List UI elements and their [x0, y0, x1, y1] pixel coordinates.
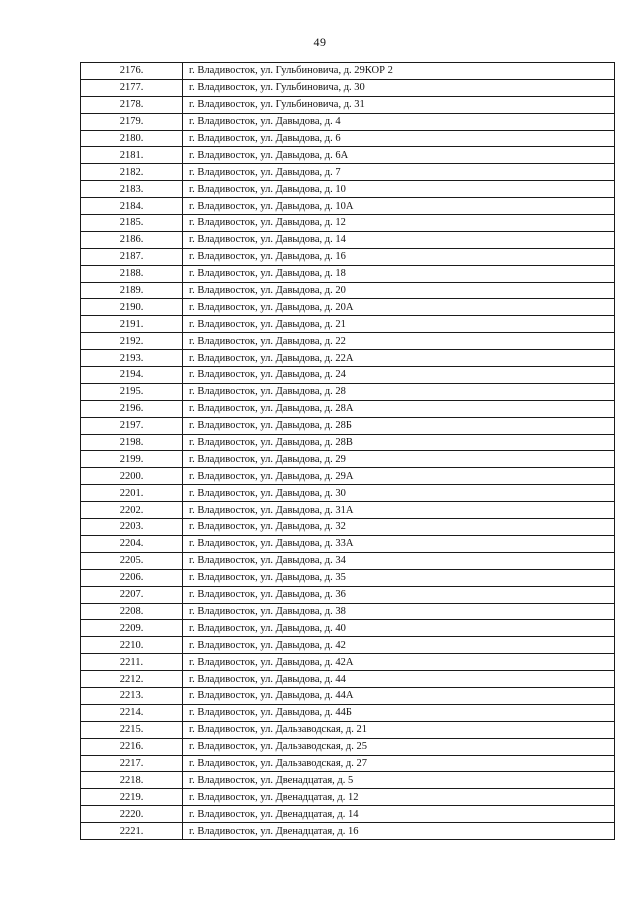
table-row	[81, 738, 615, 755]
row-number-cell: 2211.	[81, 654, 183, 671]
table-row	[81, 417, 615, 434]
row-number-cell: 2180.	[81, 130, 183, 147]
row-number-cell: 2215.	[81, 721, 183, 738]
address-cell: г. Владивосток, ул. Двенадцатая, д. 16	[183, 823, 615, 840]
row-number-cell: 2192.	[81, 333, 183, 350]
address-cell: г. Владивосток, ул. Давыдова, д. 16	[183, 248, 615, 265]
row-number-cell: 2209.	[81, 620, 183, 637]
row-number-cell: 2200.	[81, 468, 183, 485]
table-row	[81, 164, 615, 181]
row-number-cell: 2196.	[81, 400, 183, 417]
row-number-cell: 2219.	[81, 789, 183, 806]
row-number-cell: 2214.	[81, 704, 183, 721]
address-cell: г. Владивосток, ул. Давыдова, д. 30	[183, 485, 615, 502]
row-number-cell: 2188.	[81, 265, 183, 282]
table-row	[81, 282, 615, 299]
address-cell: г. Владивосток, ул. Давыдова, д. 44Б	[183, 704, 615, 721]
row-number-cell: 2189.	[81, 282, 183, 299]
address-cell: г. Владивосток, ул. Давыдова, д. 4	[183, 113, 615, 130]
address-cell: г. Владивосток, ул. Давыдова, д. 44	[183, 671, 615, 688]
row-number-cell: 2181.	[81, 147, 183, 164]
address-cell: г. Владивосток, ул. Давыдова, д. 14	[183, 231, 615, 248]
table-row	[81, 654, 615, 671]
table-row	[81, 130, 615, 147]
table-row	[81, 502, 615, 519]
row-number-cell: 2186.	[81, 231, 183, 248]
address-cell: г. Владивосток, ул. Давыдова, д. 12	[183, 215, 615, 232]
address-cell: г. Владивосток, ул. Двенадцатая, д. 14	[183, 806, 615, 823]
table-row	[81, 181, 615, 198]
row-number-cell: 2206.	[81, 569, 183, 586]
table-row	[81, 772, 615, 789]
address-cell: г. Владивосток, ул. Давыдова, д. 10	[183, 181, 615, 198]
address-cell: г. Владивосток, ул. Давыдова, д. 22	[183, 333, 615, 350]
row-number-cell: 2220.	[81, 806, 183, 823]
table-row	[81, 383, 615, 400]
row-number-cell: 2191.	[81, 316, 183, 333]
address-table	[80, 62, 615, 840]
page-number: 49	[313, 35, 327, 49]
table-row	[81, 434, 615, 451]
table-row	[81, 215, 615, 232]
table-row	[81, 519, 615, 536]
address-cell: г. Владивосток, ул. Дальзаводская, д. 27	[183, 755, 615, 772]
address-cell: г. Владивосток, ул. Давыдова, д. 28А	[183, 400, 615, 417]
table-row	[81, 400, 615, 417]
row-number-cell: 2207.	[81, 586, 183, 603]
table-row	[81, 451, 615, 468]
row-number-cell: 2216.	[81, 738, 183, 755]
table-row	[81, 468, 615, 485]
row-number-cell: 2199.	[81, 451, 183, 468]
table-row	[81, 198, 615, 215]
row-number-cell: 2177.	[81, 79, 183, 96]
address-cell: г. Владивосток, ул. Двенадцатая, д. 5	[183, 772, 615, 789]
address-cell: г. Владивосток, ул. Давыдова, д. 34	[183, 552, 615, 569]
row-number-cell: 2204.	[81, 535, 183, 552]
table-row	[81, 350, 615, 367]
row-number-cell: 2205.	[81, 552, 183, 569]
row-number-cell: 2190.	[81, 299, 183, 316]
address-cell: г. Владивосток, ул. Давыдова, д. 42А	[183, 654, 615, 671]
row-number-cell: 2179.	[81, 113, 183, 130]
table-row	[81, 704, 615, 721]
table-row	[81, 603, 615, 620]
table-row	[81, 96, 615, 113]
address-cell: г. Владивосток, ул. Давыдова, д. 6	[183, 130, 615, 147]
table-row	[81, 113, 615, 130]
row-number-cell: 2194.	[81, 367, 183, 384]
table-row	[81, 721, 615, 738]
row-number-cell: 2197.	[81, 417, 183, 434]
table-row	[81, 637, 615, 654]
table-row	[81, 63, 615, 80]
table-row	[81, 620, 615, 637]
address-cell: г. Владивосток, ул. Гульбиновича, д. 31	[183, 96, 615, 113]
row-number-cell: 2210.	[81, 637, 183, 654]
row-number-cell: 2221.	[81, 823, 183, 840]
row-number-cell: 2178.	[81, 96, 183, 113]
row-number-cell: 2182.	[81, 164, 183, 181]
address-cell: г. Владивосток, ул. Давыдова, д. 28Б	[183, 417, 615, 434]
address-cell: г. Владивосток, ул. Давыдова, д. 38	[183, 603, 615, 620]
table-row	[81, 147, 615, 164]
table-row	[81, 265, 615, 282]
row-number-cell: 2185.	[81, 215, 183, 232]
address-cell: г. Владивосток, ул. Давыдова, д. 32	[183, 519, 615, 536]
table-row	[81, 79, 615, 96]
address-cell: г. Владивосток, ул. Давыдова, д. 29А	[183, 468, 615, 485]
address-cell: г. Владивосток, ул. Дальзаводская, д. 25	[183, 738, 615, 755]
address-cell: г. Владивосток, ул. Давыдова, д. 35	[183, 569, 615, 586]
address-table-body	[81, 63, 615, 840]
table-row	[81, 806, 615, 823]
table-row	[81, 687, 615, 704]
address-cell: г. Владивосток, ул. Давыдова, д. 22А	[183, 350, 615, 367]
address-cell: г. Владивосток, ул. Давыдова, д. 28В	[183, 434, 615, 451]
address-cell: г. Владивосток, ул. Давыдова, д. 33А	[183, 535, 615, 552]
table-row	[81, 789, 615, 806]
row-number-cell: 2176.	[81, 63, 183, 80]
address-cell: г. Владивосток, ул. Давыдова, д. 7	[183, 164, 615, 181]
address-cell: г. Владивосток, ул. Давыдова, д. 21	[183, 316, 615, 333]
row-number-cell: 2195.	[81, 383, 183, 400]
table-row	[81, 299, 615, 316]
address-cell: г. Владивосток, ул. Давыдова, д. 20А	[183, 299, 615, 316]
address-cell: г. Владивосток, ул. Давыдова, д. 18	[183, 265, 615, 282]
address-cell: г. Владивосток, ул. Давыдова, д. 29	[183, 451, 615, 468]
row-number-cell: 2193.	[81, 350, 183, 367]
table-row	[81, 333, 615, 350]
row-number-cell: 2218.	[81, 772, 183, 789]
row-number-cell: 2201.	[81, 485, 183, 502]
table-row	[81, 248, 615, 265]
address-cell: г. Владивосток, ул. Давыдова, д. 20	[183, 282, 615, 299]
row-number-cell: 2208.	[81, 603, 183, 620]
row-number-cell: 2187.	[81, 248, 183, 265]
address-cell: г. Владивосток, ул. Давыдова, д. 40	[183, 620, 615, 637]
row-number-cell: 2202.	[81, 502, 183, 519]
address-cell: г. Владивосток, ул. Гульбиновича, д. 30	[183, 79, 615, 96]
table-row	[81, 586, 615, 603]
address-cell: г. Владивосток, ул. Давыдова, д. 31А	[183, 502, 615, 519]
table-row	[81, 485, 615, 502]
address-cell: г. Владивосток, ул. Давыдова, д. 10А	[183, 198, 615, 215]
table-row	[81, 552, 615, 569]
table-row	[81, 535, 615, 552]
table-row	[81, 569, 615, 586]
row-number-cell: 2183.	[81, 181, 183, 198]
table-row	[81, 823, 615, 840]
address-cell: г. Владивосток, ул. Двенадцатая, д. 12	[183, 789, 615, 806]
address-cell: г. Владивосток, ул. Давыдова, д. 6А	[183, 147, 615, 164]
row-number-cell: 2212.	[81, 671, 183, 688]
address-cell: г. Владивосток, ул. Давыдова, д. 36	[183, 586, 615, 603]
table-row	[81, 316, 615, 333]
row-number-cell: 2198.	[81, 434, 183, 451]
table-row	[81, 231, 615, 248]
table-row	[81, 367, 615, 384]
row-number-cell: 2217.	[81, 755, 183, 772]
address-cell: г. Владивосток, ул. Гульбиновича, д. 29КОР 2	[183, 63, 615, 80]
table-row	[81, 755, 615, 772]
address-cell: г. Владивосток, ул. Давыдова, д. 44А	[183, 687, 615, 704]
address-cell: г. Владивосток, ул. Давыдова, д. 28	[183, 383, 615, 400]
row-number-cell: 2213.	[81, 687, 183, 704]
row-number-cell: 2203.	[81, 519, 183, 536]
address-cell: г. Владивосток, ул. Давыдова, д. 24	[183, 367, 615, 384]
table-row	[81, 671, 615, 688]
address-cell: г. Владивосток, ул. Давыдова, д. 42	[183, 637, 615, 654]
address-cell: г. Владивосток, ул. Дальзаводская, д. 21	[183, 721, 615, 738]
row-number-cell: 2184.	[81, 198, 183, 215]
